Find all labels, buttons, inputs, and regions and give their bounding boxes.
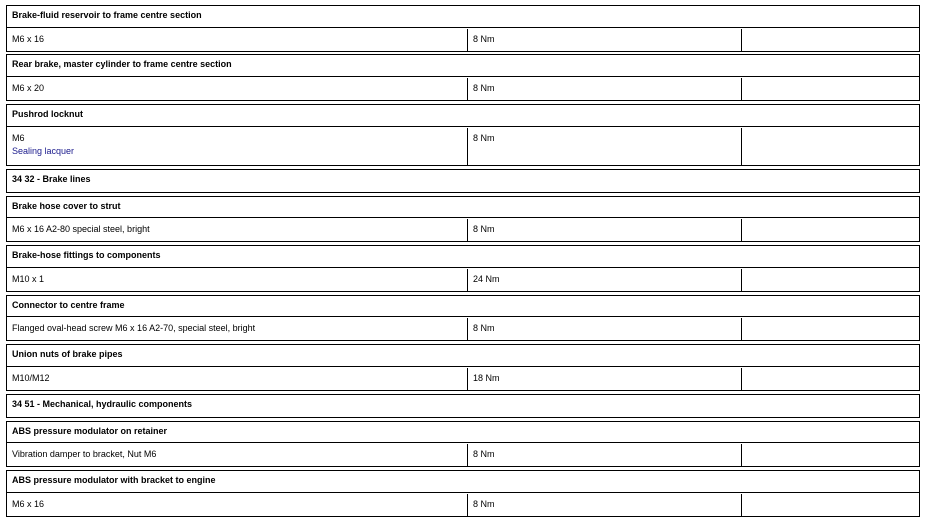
spec-table-rear-brake-master-cylinder [6, 54, 920, 101]
fastener-spec-cell [7, 128, 467, 165]
table-row [7, 444, 919, 466]
group-title: 34 32 - Brake lines [12, 174, 91, 184]
section-title: Pushrod locknut [7, 105, 919, 127]
torque-value: 8 Nm [467, 29, 741, 51]
table-row [7, 318, 919, 340]
sealing-note: Sealing lacquer [12, 146, 75, 156]
fastener-spec: M10 x 1 [12, 274, 45, 284]
spec-table-abs-modulator-retainer [6, 421, 920, 467]
remarks-cell [741, 444, 919, 466]
section-title: Connector to centre frame [7, 296, 919, 317]
torque-value: 8 Nm [467, 444, 741, 466]
torque-value: 18 Nm [467, 368, 741, 390]
group-heading-brake-lines [6, 169, 920, 193]
remarks-cell [741, 494, 919, 516]
fastener-spec: M6 x 16 A2-80 special steel, bright [12, 224, 150, 234]
table-row [7, 128, 919, 165]
torque-value: 8 Nm [467, 78, 741, 100]
section-title: Union nuts of brake pipes [7, 345, 919, 367]
section-title: Brake-hose fittings to components [7, 246, 919, 268]
torque-value: 8 Nm [467, 318, 741, 340]
remarks-cell [741, 368, 919, 390]
section-title: ABS pressure modulator with bracket to engine [7, 471, 919, 493]
table-row [7, 368, 919, 390]
fastener-spec: Flanged oval-head screw M6 x 16 A2-70, special steel, bright [12, 323, 256, 333]
table-row [7, 269, 919, 291]
section-title: Brake-fluid reservoir to frame centre section [7, 6, 919, 28]
torque-value: 8 Nm [467, 219, 741, 241]
remarks-cell [741, 219, 919, 241]
group-heading-mechanical-hydraulic [6, 394, 920, 418]
fastener-spec: M6 x 16 [12, 499, 45, 509]
fastener-spec: M6 x 20 [12, 83, 45, 93]
torque-value: 24 Nm [467, 269, 741, 291]
spec-table-brake-hose-cover [6, 196, 920, 242]
remarks-cell [741, 128, 919, 165]
section-title: Rear brake, master cylinder to frame centre section [7, 55, 919, 77]
spec-table-brake-fluid-reservoir [6, 5, 920, 52]
remarks-cell [741, 318, 919, 340]
spec-table-connector-centre-frame [6, 295, 920, 341]
section-title: Brake hose cover to strut [7, 197, 919, 218]
spec-table-union-nuts [6, 344, 920, 391]
fastener-spec: M6 x 16 [12, 34, 45, 44]
fastener-spec: M6 [12, 133, 25, 143]
table-row [7, 494, 919, 516]
table-row [7, 78, 919, 100]
section-title: ABS pressure modulator on retainer [7, 422, 919, 443]
torque-value: 8 Nm [467, 494, 741, 516]
spec-table-pushrod-locknut [6, 104, 920, 166]
spec-table-abs-modulator-engine [6, 470, 920, 517]
fastener-spec: M10/M12 [12, 373, 50, 383]
remarks-cell [741, 29, 919, 51]
group-title: 34 51 - Mechanical, hydraulic components [12, 399, 193, 409]
table-row [7, 29, 919, 51]
remarks-cell [741, 78, 919, 100]
fastener-spec: Vibration damper to bracket, Nut M6 [12, 449, 157, 459]
remarks-cell [741, 269, 919, 291]
torque-value: 8 Nm [467, 128, 741, 165]
spec-table-brake-hose-fittings [6, 245, 920, 292]
table-row [7, 219, 919, 241]
